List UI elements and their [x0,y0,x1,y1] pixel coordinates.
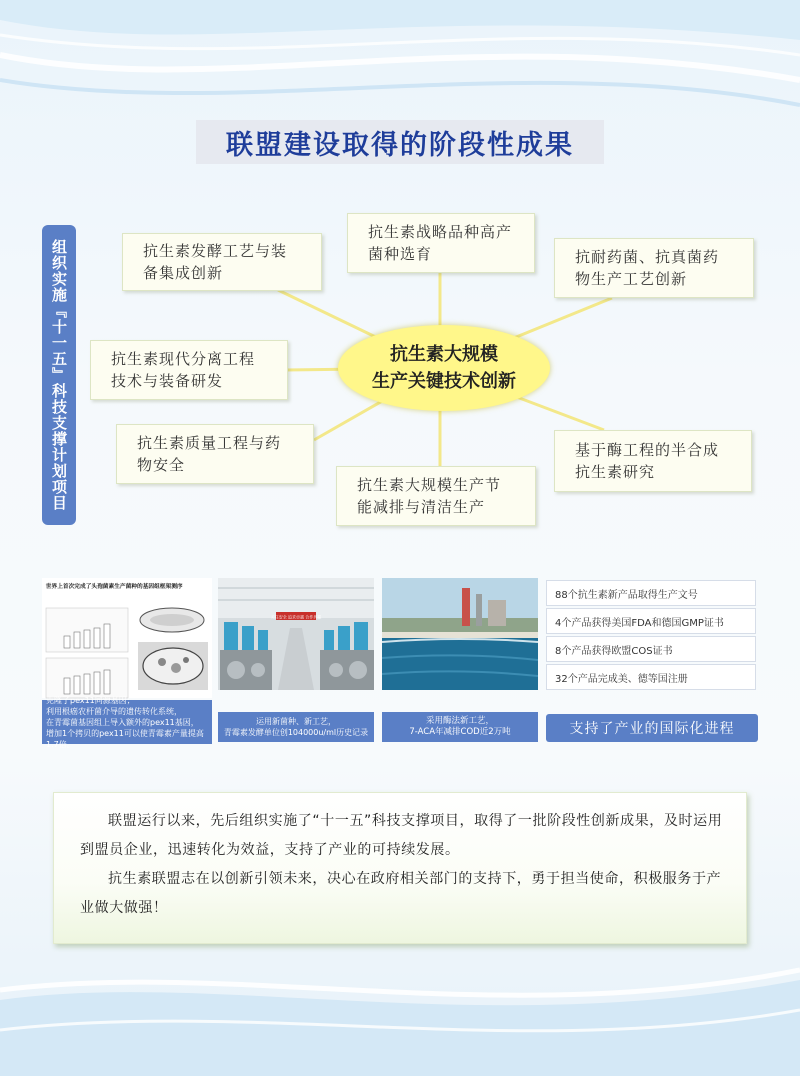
topic-box-clean-production [336,466,536,526]
caption-line: 运用新菌种、新工艺， [256,717,336,726]
factory-banner-text: 关注安全 追求卓越 合作共赢 [270,614,322,620]
topic-box-separation-engineering [90,340,288,400]
center-topic-line1: 抗生素大规模 [390,344,498,365]
caption-line: 增加1个拷贝的pex11可以使青霉素产量提高1.7倍。 [46,728,204,749]
topic-text: 抗耐药菌、抗真菌药物生产工艺创新 [575,248,720,288]
caption-line: 在青霉菌基因组上导入额外的pex11基因， [46,717,199,727]
fermentation-plant-photo [218,578,374,690]
achievement-item [546,664,756,690]
center-topic-line2: 生产关键技术创新 [372,371,516,392]
figure-caption [42,695,212,749]
bottom-wave-decoration [0,960,800,1076]
international-support-text: 支持了产业的国际化进程 [569,721,735,737]
achievement-item [546,636,756,662]
topic-text: 抗生素发酵工艺与装备集成创新 [143,242,288,282]
achievement-item [546,580,756,606]
topic-text: 抗生素质量工程与药物安全 [137,434,282,474]
caption-line: 采用酶法新工艺， [425,716,494,726]
achievement-text: 88个抗生素新产品取得生产文号 [555,589,698,601]
caption-line: 利用根癌农杆菌介导的遗传转化系统， [46,706,182,716]
topic-box-quality-engineering [116,424,314,484]
page-title: 联盟建设取得的阶段性成果 [226,129,574,161]
topic-box-fermentation [122,233,322,291]
fermentation-photo-caption [218,712,374,742]
wastewater-photo-caption [382,712,538,742]
caption-line: 青霉素发酵单位创104000u/ml历史记录 [223,728,369,737]
summary-paragraph: 抗生素联盟志在以创新引领未来，决心在政府相关部门的支持下，勇于担当使命，积极服务于产业做大做强！ [80,871,722,916]
figure-heading: 世界上首次完成了头孢菌素生产菌种的基因组框架测序 [45,583,183,590]
topic-box-strain-breeding [347,213,535,273]
topic-box-enzyme-engineering [554,430,752,492]
topic-text: 抗生素现代分离工程技术与装备研发 [111,350,256,390]
wastewater-pool-photo [382,578,538,690]
topic-box-drug-resistance [554,238,754,298]
research-figure [42,578,212,698]
caption-line: 克隆了pex11同源基因； [46,695,135,705]
topic-text: 抗生素战略品种高产菌种选育 [368,223,513,263]
summary-paragraph: 联盟运行以来，先后组织实施了“十一五”科技支撑项目，取得了一批阶段性创新成果，及时运用到盟员企业，迅速转化为效益，支持了产业的可持续发展。 [80,813,723,858]
achievement-text: 8个产品获得欧盟COS证书 [555,645,673,657]
achievement-item [546,608,756,634]
international-support-label [546,714,758,742]
figure-graphics [42,590,212,700]
achievement-text: 4个产品获得美国FDA和德国GMP证书 [555,617,724,629]
side-label-text: 组织实施『十一五』科技支撑计划项目 [50,239,68,511]
caption-line: 7-ACA年减排COD近2万吨 [409,727,511,737]
achievement-text: 32个产品完成美、德等国注册 [555,673,688,685]
topic-text: 基于酶工程的半合成抗生素研究 [575,441,720,481]
summary-panel [53,792,747,944]
center-topic [338,325,550,411]
topic-text: 抗生素大规模生产节能减排与清洁生产 [357,476,502,516]
